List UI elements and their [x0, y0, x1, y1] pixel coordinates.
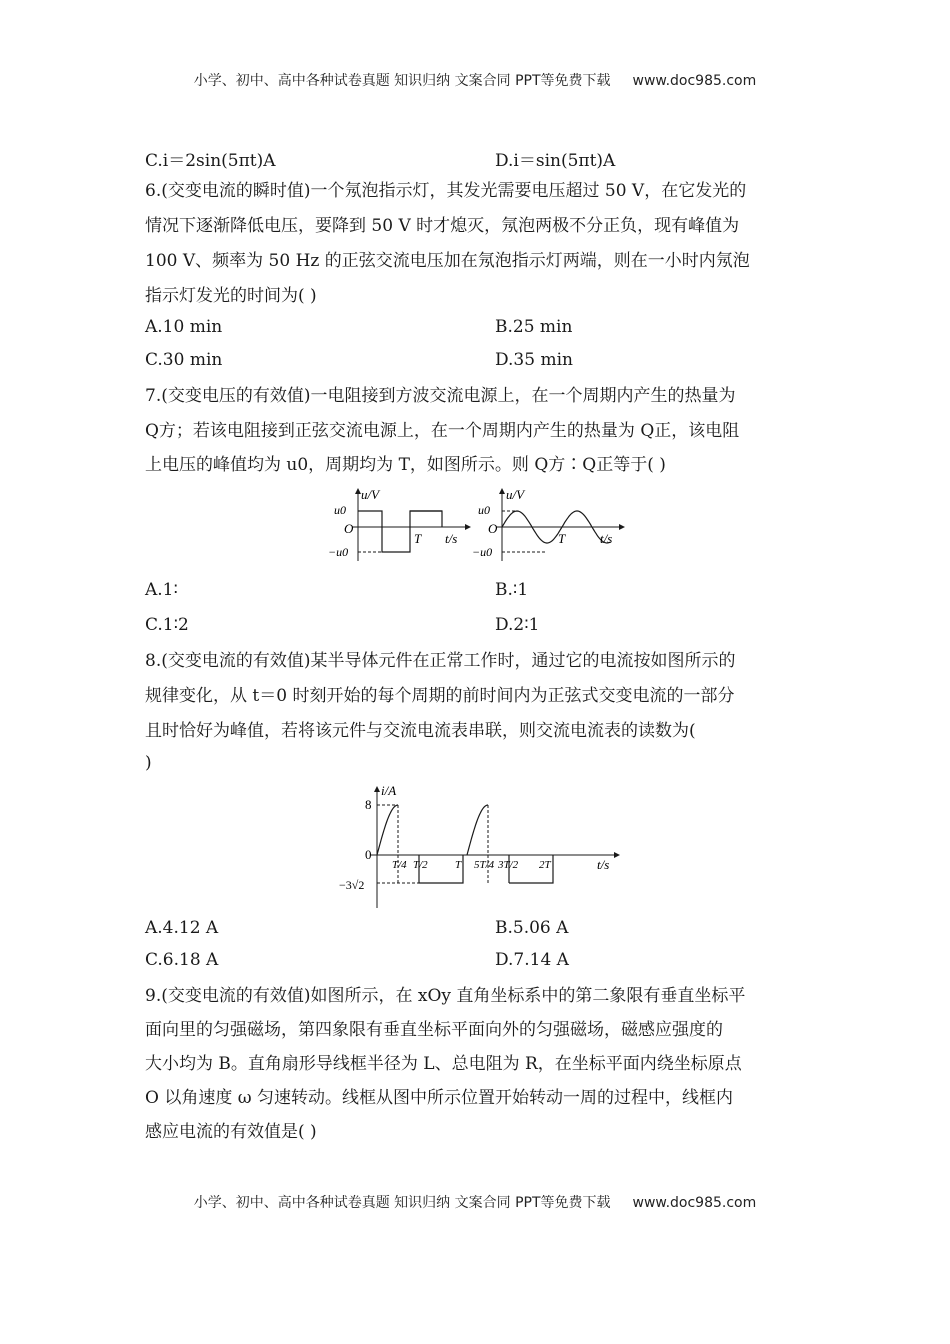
q7-option-a: A.1∶ [145, 580, 178, 600]
right-origin: O [488, 521, 498, 536]
tick-2T: 2T [539, 859, 551, 871]
right-xlabel: t/s [600, 531, 613, 546]
q9-line-5: 感应电流的有效值是( ) [145, 1122, 317, 1142]
q7-line-3: 上电压的峰值均为 u0，周期均为 T，如图所示。则 Q方∶Q正等于( ) [145, 455, 666, 475]
q8-ylabel: i/A [381, 783, 397, 798]
q8-line-2: 规律变化，从 t＝0 时刻开始的每个周期的前时间内为正弦式交变电流的一部分 [145, 686, 735, 706]
q8-option-c: C.6.18 A [145, 950, 219, 970]
q8-line-4: ) [145, 753, 152, 773]
q8-neg: −3√2 [339, 878, 365, 892]
q8-option-b: B.5.06 A [495, 918, 569, 938]
left-T: T [414, 531, 422, 546]
current-curve [377, 805, 398, 855]
header-site[interactable]: www.doc985.com [632, 73, 757, 89]
q7-option-d: D.2∶1 [495, 615, 540, 635]
left-origin: O [344, 521, 354, 536]
tick-5T4: 5T/4 [474, 859, 495, 871]
q9-line-1: 9.(交变电流的有效值)如图所示，在 xOy 直角坐标系中的第二象限有垂直坐标平 [145, 986, 746, 1006]
q7-figure [320, 483, 630, 565]
q5-option-d: D.i＝sin(5πt)A [495, 151, 616, 171]
q8-peak: 8 [365, 797, 372, 812]
q6-line-3: 100 V、频率为 50 Hz 的正弦交流电压加在氖泡指示灯两端，则在一小时内氖泡 [145, 251, 750, 271]
page-footer [0, 1192, 950, 1212]
tick-T2: T/2 [413, 859, 428, 871]
footer-text: 小学、初中、高中各种试卷真题 知识归纳 文案合同 PPT等免费下载 [193, 1195, 611, 1211]
q6-line-2: 情况下逐渐降低电压，要降到 50 V 时才熄灭，氖泡两极不分正负，现有峰值为 [145, 216, 740, 236]
q9-line-3: 大小均为 B。直角扇形导线框半径为 L、总电阻为 R，在坐标平面内绕坐标原点 [145, 1054, 742, 1074]
q7-option-c: C.1∶2 [145, 615, 189, 635]
tick-T: T [455, 859, 462, 871]
q7-line-2: Q方；若该电阻接到正弦交流电源上，在一个周期内产生的热量为 Q正，该电阻 [145, 421, 740, 441]
current-curve [467, 805, 488, 855]
q8-xlabel: t/s [597, 857, 610, 872]
square-wave [358, 511, 442, 552]
q8-option-a: A.4.12 A [145, 918, 219, 938]
tick-3T2: 3T/2 [498, 859, 519, 871]
header-text: 小学、初中、高中各种试卷真题 知识归纳 文案合同 PPT等免费下载 [193, 73, 611, 89]
left-neg-u0: −u0 [328, 545, 349, 559]
q8-line-3: 且时恰好为峰值，若将该元件与交流电流表串联，则交流电流表的读数为( [145, 721, 696, 741]
q8-line-1: 8.(交变电流的有效值)某半导体元件在正常工作时，通过它的电流按如图所示的 [145, 651, 736, 671]
tick-T4: T/4 [392, 859, 407, 871]
q7-option-b: B.∶1 [495, 580, 529, 600]
square-wave-graph [328, 487, 470, 561]
q7-line-1: 7.(交变电压的有效值)一电阻接到方波交流电源上，在一个周期内产生的热量为 [145, 386, 736, 406]
q9-line-4: O 以角速度 ω 匀速转动。线框从图中所示位置开始转动一周的过程中，线框内 [145, 1088, 734, 1108]
left-ylabel: u/V [361, 487, 380, 502]
left-xlabel: t/s [445, 531, 458, 546]
q8-option-d: D.7.14 A [495, 950, 569, 970]
footer-site[interactable]: www.doc985.com [632, 1195, 757, 1211]
q9-line-2: 面向里的匀强磁场，第四象限有垂直坐标平面向外的匀强磁场，磁感应强度的 [145, 1020, 723, 1040]
right-ylabel: u/V [506, 487, 525, 502]
sine-wave-graph [472, 487, 624, 561]
left-u0: u0 [334, 503, 346, 517]
right-u0: u0 [478, 503, 490, 517]
q5-option-c: C.i＝2sin(5πt)A [145, 151, 276, 171]
q6-option-b: B.25 min [495, 317, 573, 337]
q8-figure [335, 783, 625, 911]
q6-option-c: C.30 min [145, 350, 223, 370]
q6-option-a: A.10 min [145, 317, 223, 337]
right-T: T [558, 531, 566, 546]
right-neg-u0: −u0 [472, 545, 493, 559]
page-header [0, 70, 950, 90]
q6-option-d: D.35 min [495, 350, 573, 370]
q8-ticks [392, 859, 552, 871]
q8-origin: 0 [365, 847, 372, 862]
q6-line-1: 6.(交变电流的瞬时值)一个氖泡指示灯，其发光需要电压超过 50 V，在它发光的 [145, 181, 747, 201]
q6-line-4: 指示灯发光的时间为( ) [145, 286, 317, 306]
